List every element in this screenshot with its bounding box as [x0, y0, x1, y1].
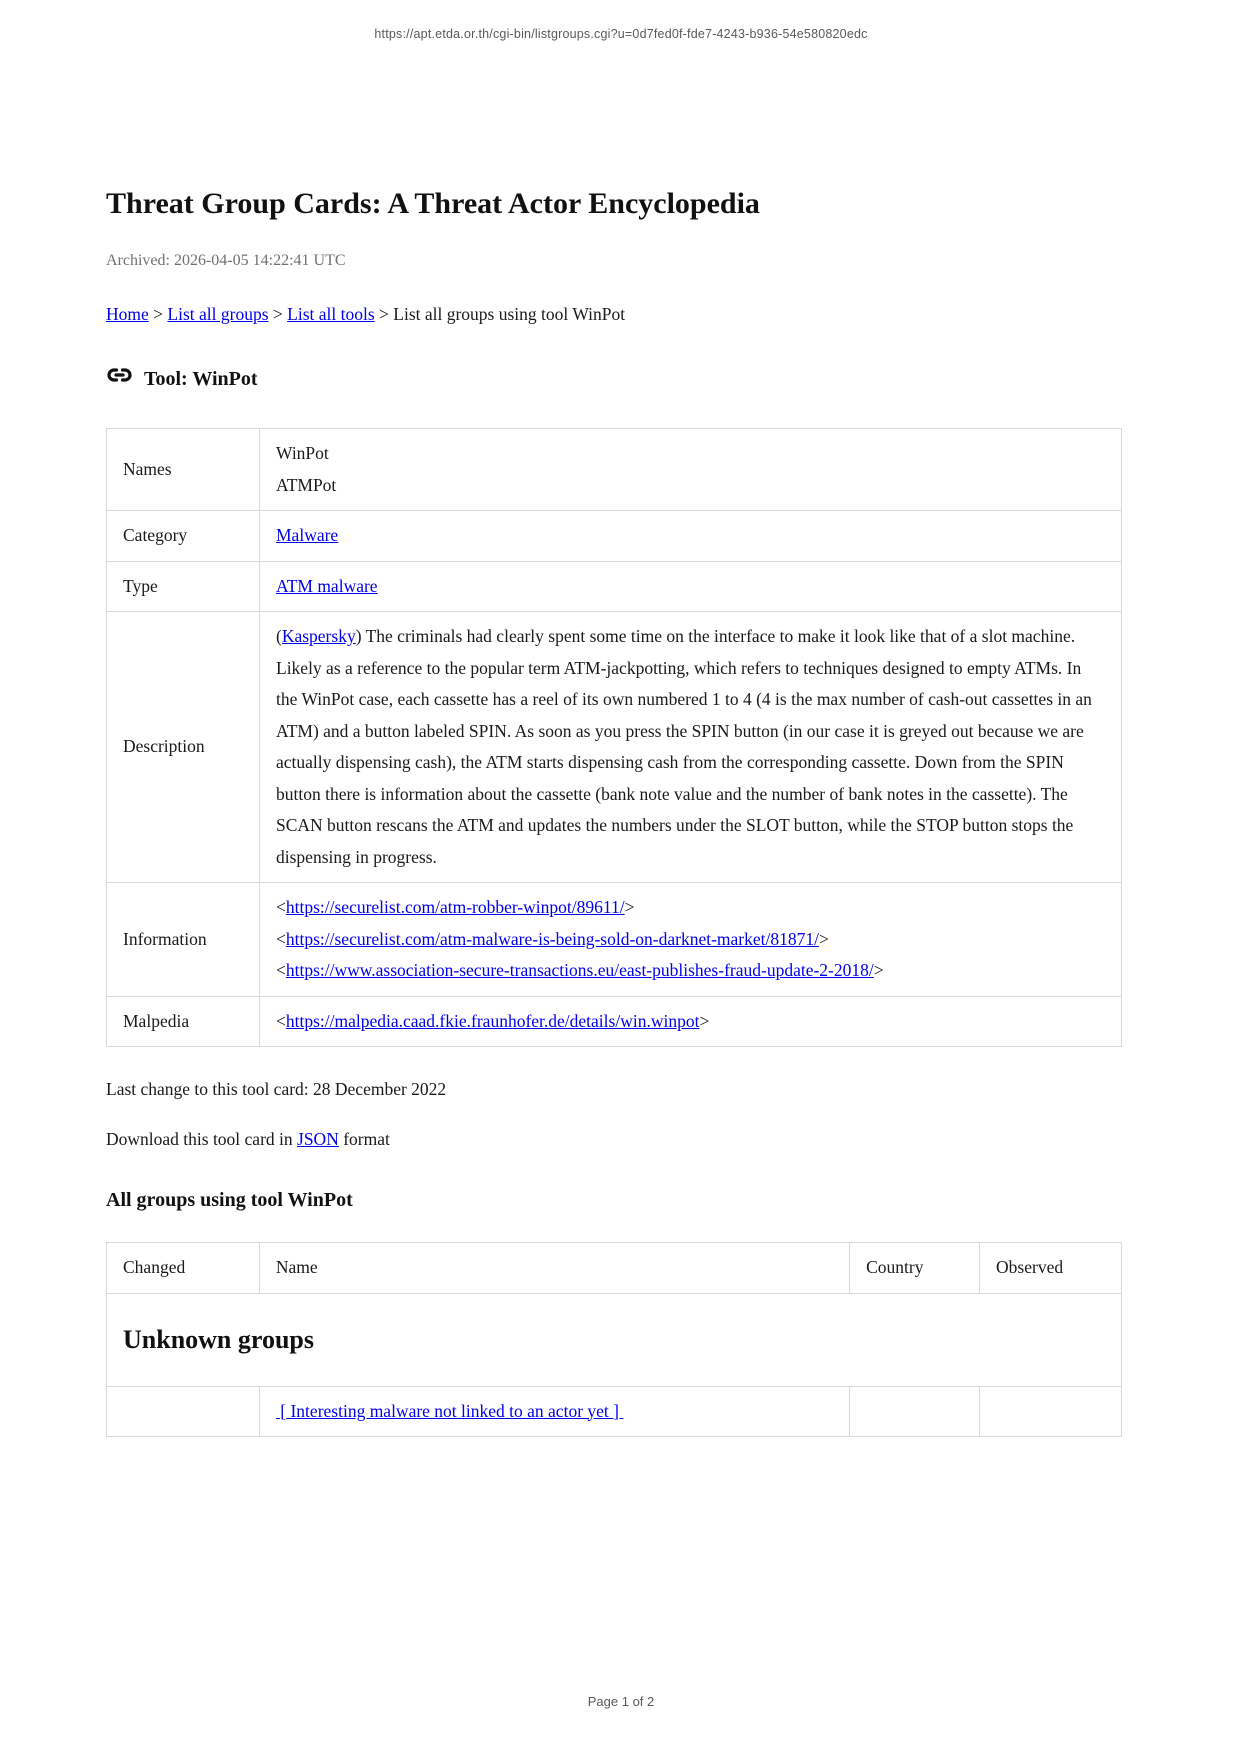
column-header-observed: Observed	[980, 1243, 1122, 1294]
link-icon[interactable]	[106, 363, 133, 394]
description-label: Description	[107, 612, 260, 883]
information-line	[276, 955, 1105, 987]
groups-section-row	[107, 1293, 1122, 1386]
page-number-footer: Page 1 of 2	[587, 1694, 655, 1709]
table-row-names	[107, 429, 1122, 511]
observed-cell	[980, 1386, 1122, 1437]
breadcrumb-separator: >	[153, 304, 164, 324]
kaspersky-link[interactable]: Kaspersky	[281, 626, 356, 646]
angle-bracket: >	[699, 1010, 710, 1031]
angle-bracket: >	[624, 897, 635, 917]
download-suffix: format	[338, 1129, 390, 1149]
json-download-link[interactable]: JSON	[297, 1129, 339, 1149]
tool-name-primary: WinPot	[276, 443, 329, 463]
description-prefix: (	[276, 626, 282, 646]
table-row-malpedia	[107, 996, 1122, 1047]
column-header-name: Name	[259, 1243, 849, 1294]
breadcrumb-home-link[interactable]: Home	[106, 304, 149, 324]
breadcrumb-list-all-tools-link[interactable]: List all tools	[287, 304, 375, 324]
malpedia-link[interactable]: https://malpedia.caad.fkie.fraunhofer.de/details/win.winpot	[285, 1010, 700, 1031]
country-cell	[850, 1386, 980, 1437]
malpedia-label: Malpedia	[107, 996, 260, 1047]
angle-bracket: <	[276, 960, 286, 980]
download-prefix: Download this tool card in	[106, 1129, 298, 1149]
unknown-groups-section-title: Unknown groups	[107, 1293, 1122, 1386]
information-link-1[interactable]: https://securelist.com/atm-robber-winpot/89611/	[285, 897, 625, 917]
download-text	[106, 1127, 1122, 1151]
information-link-3[interactable]: https://www.association-secure-transactions.eu/east-publishes-fraud-update-2-2018/	[285, 960, 874, 980]
type-link[interactable]: ATM malware	[276, 575, 378, 596]
page-title: Threat Group Cards: A Threat Actor Encyclopedia	[106, 187, 760, 220]
category-link[interactable]: Malware	[276, 525, 339, 545]
information-line	[276, 924, 1105, 956]
archive-url-header: https://apt.etda.or.th/cgi-bin/listgroups.cgi?u=0d7fed0f-fde7-4243-b936-54e580820edc	[374, 27, 868, 41]
table-row-category	[107, 511, 1122, 562]
groups-table	[106, 1242, 1122, 1437]
name-cell	[259, 1386, 849, 1437]
groups-section-heading: All groups using tool WinPot	[106, 1189, 353, 1211]
main-content	[106, 0, 1122, 1437]
groups-header-row	[107, 1243, 1122, 1294]
breadcrumb-separator: >	[379, 304, 389, 324]
information-link-2[interactable]: https://securelist.com/atm-malware-is-being-sold-on-darknet-market/81871/	[285, 928, 819, 949]
description-body: ) The criminals had clearly spent some time on the interface to make it look like that of a slot machine. Likely as a reference to the popular term ATM-jackpotting, which refers to techniques designed to empty ATMs. In the WinPot case, each cassette has a reel of its own numbered 1 to 4 (4 is the max number of cash-out cassettes in an ATM) and a button labeled SPIN. As soon as you press the SPIN button (in our case it is greyed out because we are actually dispensing cash), the ATM starts dispensing cash from the corresponding cassette. Down from the SPIN button there is information about the cassette (bank note value and the number of bank notes in the cassette). The SCAN button rescans the ATM and updates the numbers under the SLOT button, while the STOP button stops the dispensing in progress.	[276, 626, 1092, 867]
column-header-changed: Changed	[107, 1243, 260, 1294]
description-text	[276, 626, 1092, 867]
last-change-text: Last change to this tool card: 28 December 2022	[106, 1079, 447, 1099]
changed-cell	[107, 1386, 260, 1437]
information-label: Information	[107, 883, 260, 997]
malpedia-line	[276, 1006, 1105, 1038]
column-header-country: Country	[850, 1243, 980, 1294]
unattributed-malware-link[interactable]: [ Interesting malware not linked to an actor yet ]	[275, 1400, 624, 1421]
archived-timestamp: Archived: 2026-04-05 14:22:41 UTC	[106, 252, 346, 269]
tool-heading-label: Tool: WinPot	[144, 368, 258, 390]
table-row-description	[107, 612, 1122, 883]
breadcrumb-current: List all groups using tool WinPot	[393, 304, 626, 324]
angle-bracket: >	[818, 928, 829, 949]
angle-bracket: >	[873, 960, 884, 980]
category-label: Category	[107, 511, 260, 562]
angle-bracket: <	[276, 897, 286, 917]
breadcrumb	[106, 302, 1122, 326]
table-row	[107, 1386, 1122, 1437]
breadcrumb-list-all-groups-link[interactable]: List all groups	[167, 304, 269, 324]
breadcrumb-separator: >	[272, 304, 283, 324]
type-label: Type	[107, 561, 260, 612]
tool-card-table	[106, 428, 1122, 1047]
angle-bracket: <	[276, 928, 286, 949]
names-label: Names	[107, 429, 260, 511]
tool-heading	[106, 366, 1122, 394]
tool-name-alias: ATMPot	[276, 474, 337, 495]
angle-bracket: <	[276, 1010, 286, 1031]
table-row-information	[107, 883, 1122, 997]
information-line	[276, 892, 1105, 924]
table-row-type	[107, 561, 1122, 612]
